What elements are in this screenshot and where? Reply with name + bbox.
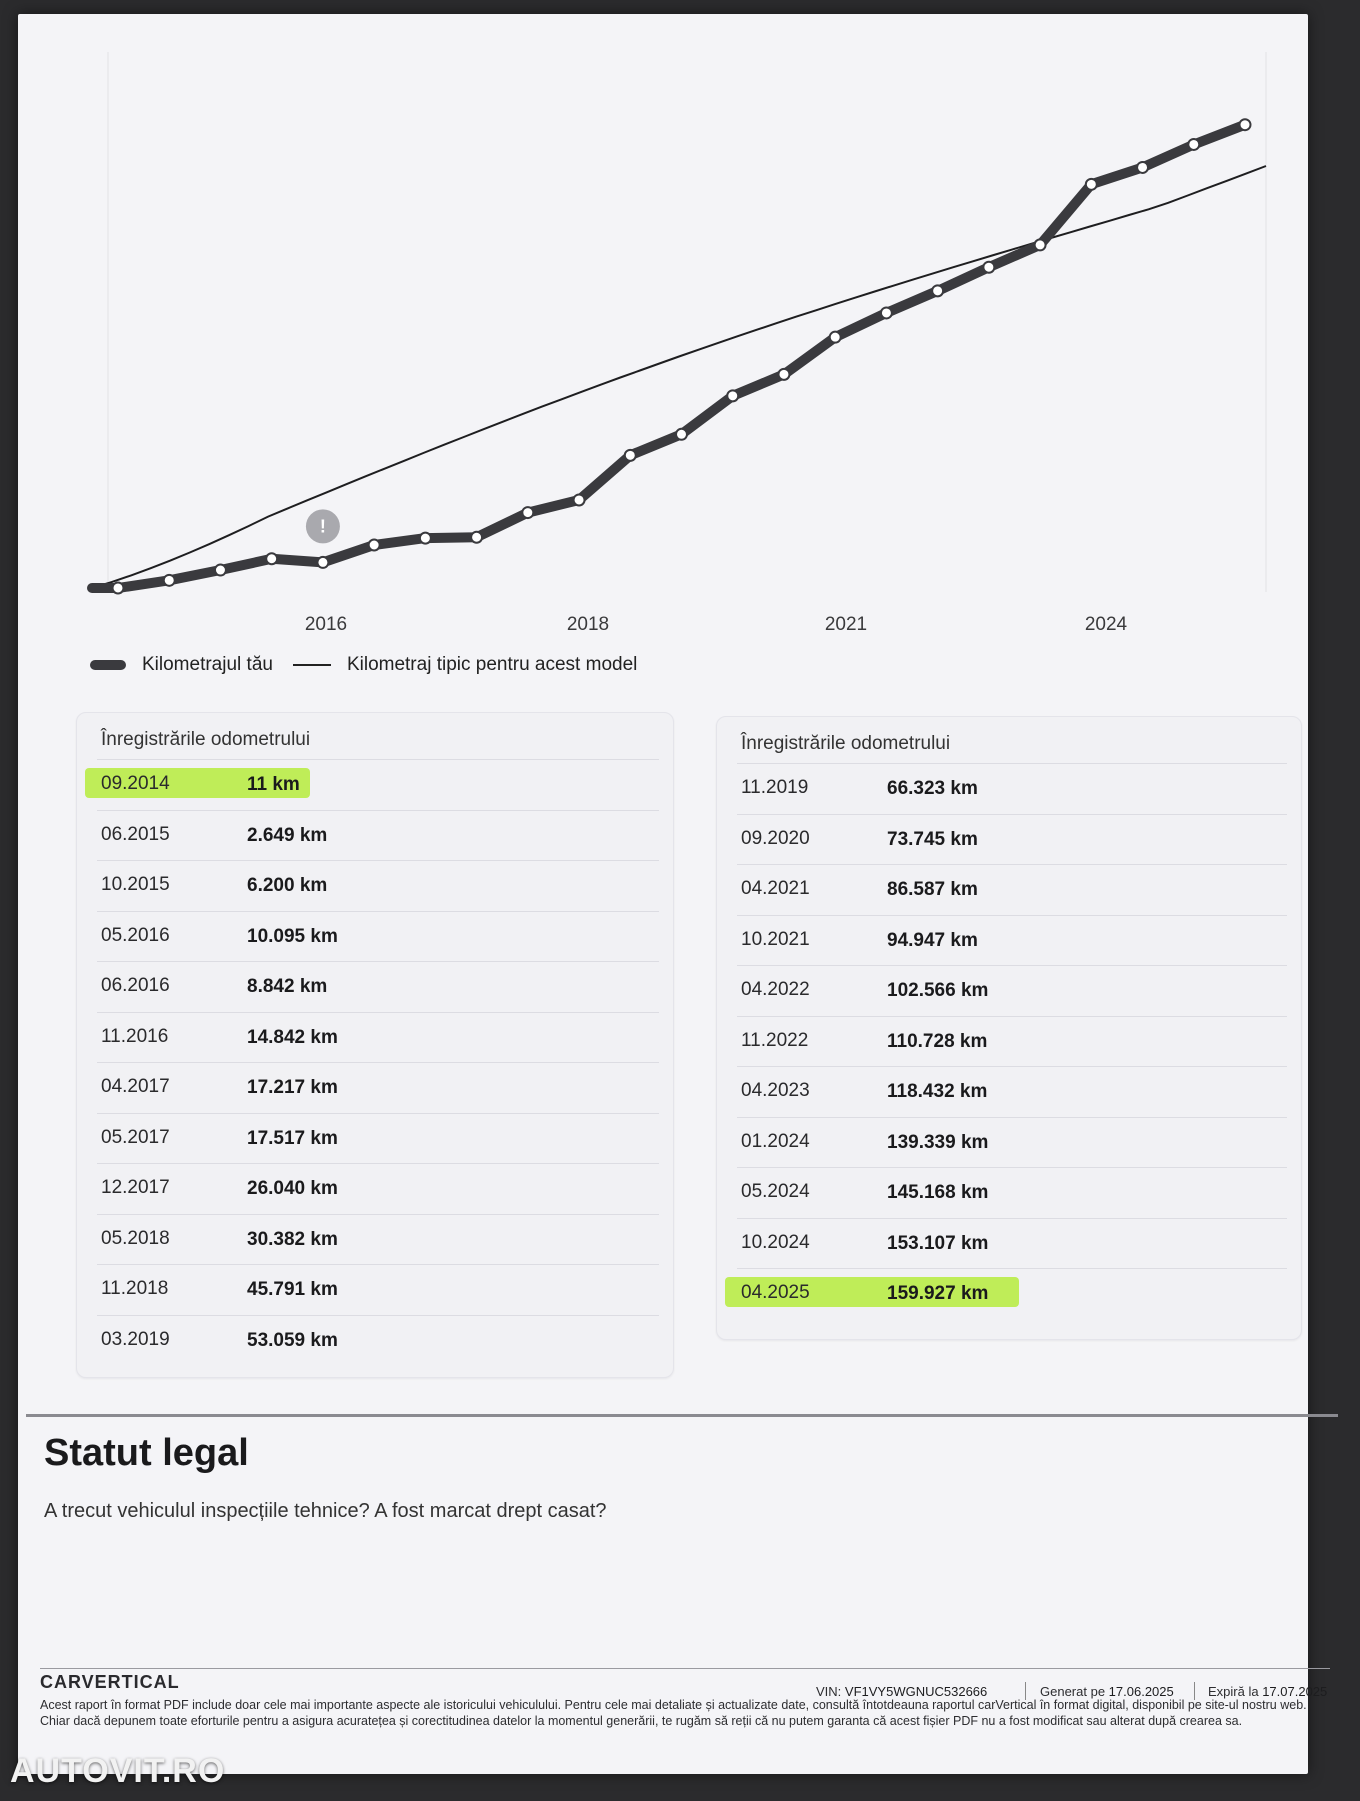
reading-date: 05.2018 — [101, 1227, 170, 1249]
reading-km: 86.587 km — [887, 879, 978, 900]
table-row — [737, 814, 1287, 864]
reading-km: 153.107 km — [887, 1232, 989, 1254]
table-row — [97, 1214, 659, 1264]
mileage-point-05.2017 — [471, 532, 482, 543]
table-row — [737, 763, 1287, 813]
row-separator — [97, 860, 659, 861]
mileage-point-09.2014 — [113, 582, 124, 593]
row-separator — [737, 1167, 1287, 1168]
expires-date: 17.07.2025 — [1262, 1684, 1328, 1699]
table-row — [97, 1062, 659, 1112]
reading-km: 14.842 km — [247, 1026, 338, 1048]
odometer-table-left — [76, 712, 674, 1378]
table-row — [737, 965, 1287, 1015]
reading-km: 73.745 km — [887, 828, 978, 850]
row-separator — [97, 1062, 659, 1063]
x-tick-label-2024: 2024 — [1084, 614, 1128, 635]
legend-your-mileage: Kilometrajul tău — [142, 654, 273, 675]
reading-date: 04.2025 — [741, 1282, 810, 1303]
reading-date: 11.2022 — [741, 1029, 809, 1051]
reading-km: 30.382 km — [247, 1228, 338, 1250]
table-row — [737, 1218, 1287, 1268]
reading-km: 53.059 km — [247, 1329, 338, 1351]
mileage-point-09.2020 — [778, 369, 789, 380]
row-separator — [97, 1113, 659, 1114]
table-row — [737, 864, 1287, 914]
reading-km: 145.168 km — [887, 1182, 989, 1203]
reading-date: 06.2015 — [101, 823, 170, 845]
row-separator — [737, 965, 1287, 966]
row-separator — [737, 814, 1287, 815]
legend-swatch-typical-mileage — [293, 664, 331, 666]
expires-label: Expiră la — [1208, 1684, 1259, 1699]
vin-label: VIN: — [816, 1684, 842, 1699]
mileage-point-05.2024 — [1137, 162, 1148, 173]
row-separator — [97, 759, 659, 760]
typical-mileage-line — [92, 166, 1266, 588]
table-row — [737, 1167, 1287, 1217]
table-row — [97, 1113, 659, 1163]
reading-km: 11 km — [247, 774, 300, 795]
reading-date: 04.2017 — [101, 1076, 170, 1097]
reading-date: 10.2015 — [101, 874, 170, 895]
x-tick-label-2018: 2018 — [566, 614, 610, 635]
reading-date: 01.2024 — [741, 1130, 810, 1152]
x-tick-label-2021: 2021 — [824, 614, 868, 635]
row-separator — [737, 1066, 1287, 1067]
reading-date: 05.2024 — [741, 1181, 810, 1202]
row-separator — [737, 1117, 1287, 1118]
mileage-point-06.2016 — [317, 557, 328, 568]
x-tick-label-2016: 2016 — [304, 614, 348, 635]
reading-km: 94.947 km — [887, 929, 978, 951]
vin-value: VF1VY5WGNUC532666 — [844, 1684, 988, 1699]
reading-km: 17.217 km — [247, 1077, 338, 1098]
section-subtitle: A trecut vehiculul inspecțiile tehnice? A fost marcat drept casat? — [44, 1500, 607, 1522]
row-separator — [97, 1315, 659, 1316]
section-title: Statut legal — [44, 1432, 249, 1474]
reading-date: 11.2019 — [741, 777, 809, 798]
reading-date: 04.2023 — [741, 1080, 810, 1101]
row-separator — [97, 1012, 659, 1013]
table-row — [97, 911, 659, 961]
row-separator — [737, 1218, 1287, 1219]
reading-date: 10.2021 — [741, 928, 810, 950]
mileage-point-04.2017 — [420, 533, 431, 544]
row-separator — [737, 1016, 1287, 1017]
row-separator — [737, 763, 1287, 764]
reading-date: 05.2017 — [101, 1126, 170, 1148]
chart-legend — [90, 654, 637, 676]
mileage-point-04.2022 — [932, 285, 943, 296]
row-separator — [737, 864, 1287, 865]
mileage-point-05.2016 — [266, 553, 277, 564]
reading-km: 139.339 km — [887, 1131, 989, 1153]
table-row — [97, 1264, 659, 1314]
row-separator — [97, 1214, 659, 1215]
reading-km: 26.040 km — [247, 1178, 338, 1199]
mileage-point-04.2021 — [830, 332, 841, 343]
mileage-point-11.2022 — [983, 262, 994, 273]
carvertical-logo: CARVERTICAL — [40, 1672, 180, 1692]
autovit-watermark: AUTOVIT.RO — [10, 1752, 226, 1790]
reading-date: 03.2019 — [101, 1328, 170, 1350]
reading-km: 8.842 km — [247, 976, 328, 997]
table-row — [737, 915, 1287, 965]
reading-date: 05.2016 — [101, 924, 170, 946]
table-row — [97, 1163, 659, 1213]
reading-km: 159.927 km — [887, 1283, 989, 1304]
reading-date: 04.2021 — [741, 878, 810, 899]
table-row — [737, 1016, 1287, 1066]
odometer-table-right — [716, 716, 1302, 1340]
row-separator — [97, 1163, 659, 1164]
warning-marker-label: ! — [319, 516, 326, 537]
reading-km: 102.566 km — [887, 980, 989, 1001]
legend-typical-mileage: Kilometraj tipic pentru acest model — [346, 654, 638, 675]
mileage-point-11.2018 — [625, 450, 636, 461]
row-separator — [97, 961, 659, 962]
reading-km: 6.200 km — [247, 875, 328, 896]
mileage-point-12.2017 — [522, 507, 533, 518]
reading-date: 12.2017 — [101, 1177, 170, 1198]
row-separator — [97, 1264, 659, 1265]
reading-km: 10.095 km — [247, 925, 338, 947]
mileage-point-10.2021 — [881, 307, 892, 318]
reading-km: 118.432 km — [887, 1081, 988, 1102]
reading-date: 10.2024 — [741, 1231, 810, 1253]
reading-km: 17.517 km — [247, 1127, 338, 1149]
mileage-point-03.2019 — [676, 429, 687, 440]
reading-date: 09.2014 — [101, 773, 170, 794]
generated-date: 17.06.2025 — [1108, 1684, 1174, 1699]
table-row — [97, 1315, 659, 1365]
mileage-point-04.2025 — [1240, 119, 1251, 130]
table-title: Înregistrările odometrului — [741, 733, 951, 754]
mileage-point-01.2024 — [1086, 179, 1097, 190]
disclaimer-text: Acest raport în format PDF include doar cele mai importante aspecte ale istoricului vehiculului. Pentru cele mai detaliate și actualizate date, consultă întotdeauna raportul carVertical în format digital, disponibil pe site-ul nostru web. Chiar dacă depunem toate eforturile pentru a asigura acuratețea și corectitudinea datelor la momentul generării, te rugăm să reții că nu putem garanta că acest fișier PDF nu a fost modificat sau alterat după crearea sa. — [40, 1698, 1307, 1728]
reading-km: 45.791 km — [247, 1279, 338, 1300]
reading-date: 11.2018 — [101, 1278, 169, 1299]
mileage-point-11.2016 — [369, 540, 380, 551]
reading-date: 11.2016 — [101, 1025, 169, 1047]
mileage-point-05.2018 — [574, 494, 585, 505]
table-row — [97, 860, 659, 910]
table-title: Înregistrările odometrului — [101, 729, 311, 750]
table-row — [737, 1066, 1287, 1116]
mileage-point-10.2024 — [1188, 139, 1199, 150]
generated-label: Generat pe — [1040, 1684, 1106, 1699]
reading-date: 04.2022 — [741, 979, 810, 1000]
table-row — [737, 1268, 1287, 1318]
section-divider — [26, 1414, 1338, 1417]
table-row — [97, 759, 659, 809]
row-separator — [97, 810, 659, 811]
mileage-chart — [0, 0, 1360, 650]
row-separator — [97, 911, 659, 912]
table-row — [97, 810, 659, 860]
mileage-point-10.2015 — [215, 565, 226, 576]
table-row — [737, 1117, 1287, 1167]
footer-divider — [40, 1668, 1330, 1669]
row-separator — [737, 915, 1287, 916]
table-row — [97, 961, 659, 1011]
reading-date: 09.2020 — [741, 827, 810, 849]
reading-date: 06.2016 — [101, 975, 170, 996]
reading-km: 110.728 km — [887, 1030, 988, 1052]
legend-swatch-your-mileage — [90, 660, 126, 670]
reading-km: 2.649 km — [247, 824, 328, 846]
mileage-point-11.2019 — [727, 390, 738, 401]
row-separator — [737, 1268, 1287, 1269]
table-row — [97, 1012, 659, 1062]
mileage-point-06.2015 — [164, 575, 175, 586]
mileage-point-04.2023 — [1035, 239, 1046, 250]
reading-km: 66.323 km — [887, 778, 978, 799]
